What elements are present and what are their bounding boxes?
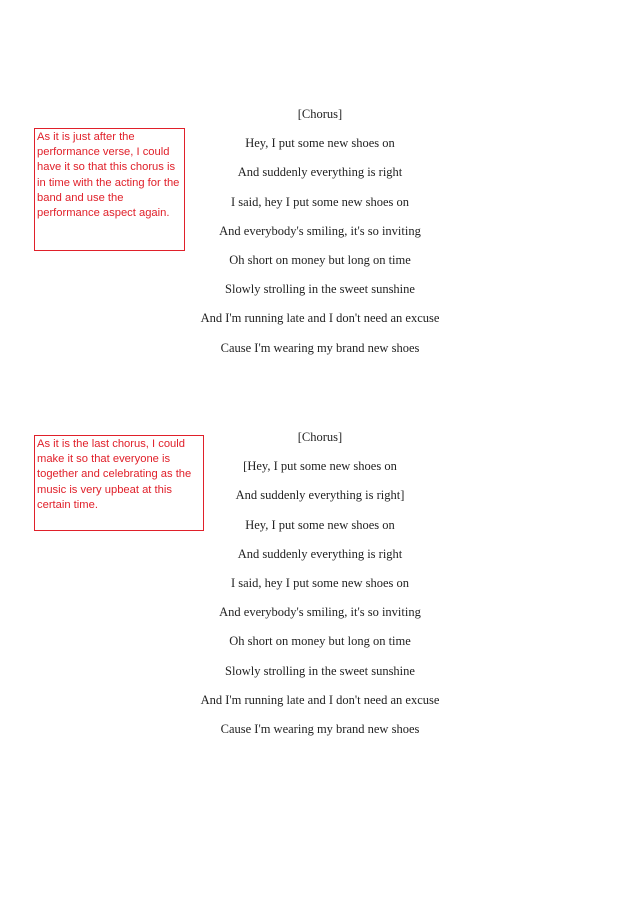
- annotation-box-first-chorus: As it is just after the performance verse, I could have it so that this chorus is in time with the acting for the band and use the performance aspect again.: [34, 128, 185, 251]
- lyric-line: And suddenly everything is right: [237, 165, 403, 180]
- lyric-line: And everybody's smiling, it's so inviting: [219, 605, 421, 620]
- lyric-line: And suddenly everything is right]: [235, 488, 405, 503]
- chorus-heading: [Chorus]: [297, 430, 343, 444]
- lyric-line: Oh short on money but long on time: [229, 634, 411, 649]
- lyric-line: [Hey, I put some new shoes on: [243, 459, 397, 474]
- lyric-line: Hey, I put some new shoes on: [245, 517, 395, 532]
- annotation-box-last-chorus: As it is the last chorus, I could make it so that everyone is together and celebrating as the music is very upbeat at this certain time.: [34, 435, 204, 531]
- lyric-line: And everybody's smiling, it's so inviting: [219, 223, 421, 238]
- lyric-line: Hey, I put some new shoes on: [245, 136, 395, 151]
- chorus-block-1: [180, 100, 460, 363]
- lyric-line: Slowly strolling in the sweet sunshine: [225, 282, 415, 297]
- lyric-line: I said, hey I put some new shoes on: [230, 575, 410, 590]
- lyric-line: I said, hey I put some new shoes on: [230, 194, 410, 209]
- lyric-line: And I'm running late and I don't need an excuse: [200, 692, 440, 707]
- lyric-line: Slowly strolling in the sweet sunshine: [225, 663, 415, 678]
- lyric-line: Oh short on money but long on time: [229, 252, 411, 267]
- lyric-line: Cause I'm wearing my brand new shoes: [220, 340, 420, 355]
- chorus-block-2: [180, 423, 460, 744]
- lyric-line: Cause I'm wearing my brand new shoes: [220, 721, 420, 736]
- lyric-line: And I'm running late and I don't need an excuse: [200, 311, 440, 326]
- chorus-heading: [Chorus]: [297, 107, 343, 121]
- lyric-line: And suddenly everything is right: [237, 546, 403, 561]
